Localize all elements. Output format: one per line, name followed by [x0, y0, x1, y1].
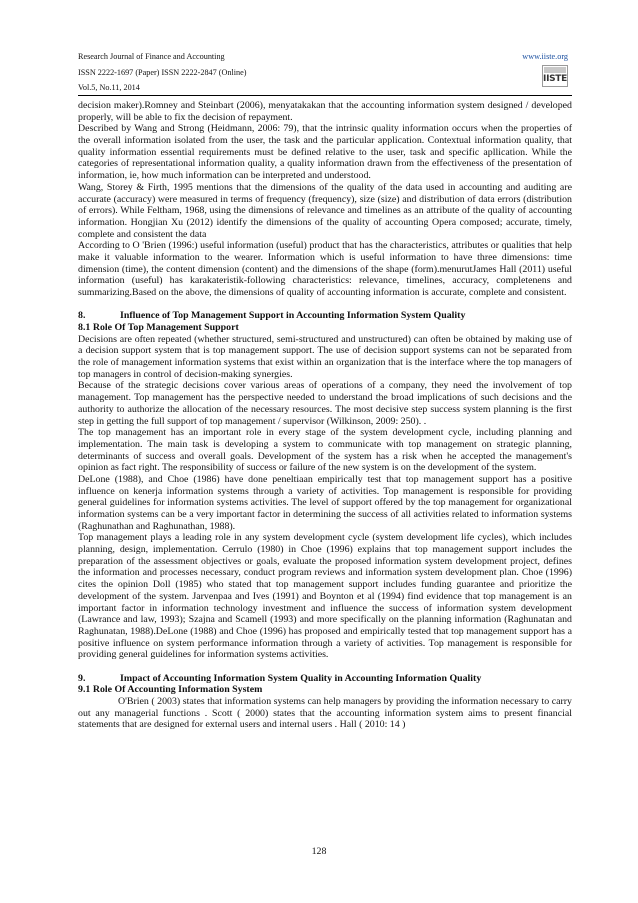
issn-line: ISSN 2222-1697 (Paper) ISSN 2222-2847 (Online): [78, 67, 247, 77]
iiste-logo: [542, 65, 568, 87]
paragraph: DeLone (1988), and Choe (1986) have done peneltiaan empirically test that top management support has a positive influence on kenerja information systems through a variety of activities. Top management is responsible for providing general guidelines for information systems activities. The level of support offered by the top management for organizational information systems can be a very important factor in determining the success of all activities related to information systems (Raghunathan and Raghunathan, 1988).: [78, 473, 572, 532]
subsection-9-1-heading: 9.1 Role Of Accounting Information System: [78, 684, 263, 696]
paragraph: According to O 'Brien (1996:) useful information (useful) product that has the characteristics, attributes or qualities that help make it valuable information to the wearer. Information which is useful information to have three dimensions: time dimension (time), the content dimension (content) and the dimensions of the shape (form).menurutJames Hall (2011) useful information (useful) has karakateristik-following characteristics: relevance, timelines, accuracy, completenens and summarizing.Based on the above, the dimensions of quality of accounting information is accurate, complete and consistent.: [78, 240, 572, 298]
spacer: [78, 661, 572, 673]
subsection-8-1-heading: 8.1 Role Of Top Management Support: [78, 322, 239, 334]
paragraph: O'Brien ( 2003) states that information systems can help managers by providing the information necessary to carry out any managerial functions . Scott ( 2000) states that the accounting information system aims to present financial statements that are designed for external users and internal users . Hall ( 2010: 14 ): [78, 696, 572, 731]
spacer: [78, 299, 572, 311]
section-title: Impact of Accounting Information System Quality in Accounting Information Quality: [120, 672, 482, 684]
section-8-heading: [78, 310, 572, 322]
article-body: [78, 100, 572, 731]
paragraph: The top management has an important role in every stage of the system development cycle, including planning and implementation. The main task is developing a system to communicate with top management on strategic planning, determinants of success and overall goals. Development of the system has a risk when he accepted the management's opinion as fact right. The responsibility of success or failure of the new system is on the development of the system.: [78, 427, 572, 474]
page-header: [78, 49, 572, 97]
header-rule: [78, 95, 572, 96]
paragraph: Wang, Storey & Firth, 1995 mentions that the dimensions of the quality of the data used in accounting and auditing are accurate (accuracy) were measured in terms of frequency (frequency), size (size) and distribution of data errors (distribution of errors). While Feltham, 1968, using the dimensions of relevance and timelines as an attribute of the quality of accounting information. Hongjian Xu (2012) identify the dimensions of the quality of accounting Opera composed; accurate, timely, complete and consistent the data: [78, 181, 572, 240]
section-9-heading: [78, 673, 572, 685]
paragraph: Top management plays a leading role in any system development cycle (system development life cycles), which includes planning, design, implementation. Cerrulo (1980) in Choe (1996) explains that top management support includes the preparation of the assessment objectives or goals, evaluate the proposed information system development project, defines the information and processes necessary, conduct program reviews and information system development plan. Choe (1996) cites the opinion Doll (1985) who stated that top management support includes funding guarantee and prioritize the development of the system. Jarvenpaa and Ives (1991) and Boynton et al (1994) find evidence that top management is an important factor in information technology investment and influence the success of information system development (Lawrance and law, 1993); Szajna and Scamell (1993) and more specifically on the planning information (Raghunatan and Raghunatan, 1988).DeLone (1988) and Choe (1996) has proposed and empirically tested that top management support has a positive influence on system performance information through a variety of activities. Top management is responsible for providing general guidelines for information systems activities.: [78, 532, 572, 661]
journal-url-link[interactable]: www.iiste.org: [522, 52, 568, 61]
logo-text: IISTE: [543, 74, 567, 84]
paragraph: Decisions are often repeated (whether structured, semi-structured and unstructured) can often be obtained by making use of a decision support system that is top management support. The use of decision support systems can not be separated from the role of management information systems that exist within an organization that is the interface where the top managers of top managers in control of decision-making synergies.: [78, 333, 572, 380]
paragraph: decision maker).Romney and Steinbart (2006), menyatakakan that the accounting information system designed / developed properly, will be able to fix the decision of repayment.: [78, 100, 572, 123]
journal-name: Research Journal of Finance and Accounting: [78, 52, 225, 61]
page-number: 128: [311, 846, 327, 857]
volume-line: Vol.5, No.11, 2014: [78, 83, 140, 92]
section-number: 8.: [78, 310, 86, 322]
section-number: 9.: [78, 672, 86, 684]
section-title: Influence of Top Management Support in Accounting Information System Quality: [120, 310, 466, 322]
paragraph: Described by Wang and Strong (Heidmann, 2006: 79), that the intrinsic quality information occurs when the properties of the overall information isolated from the user, the task and the particular application. Contextual information quality, that quality information essential requirements must be defined relative to the user, task and specific apllication. While the categories of representational information quality, a quality information drawn from the effectiveness of the presentation of information, ie, how much information can be interpreted and understood.: [78, 123, 572, 182]
paragraph: Because of the strategic decisions cover various areas of operations of a company, they need the involvement of top management. Top management has the perspective needed to understand the broad implications of such decisions and the authority to authorize the allocation of the necessary resources. The most decisive step success system planning is the first step in getting the full support of top management / supervisor (Wilkinson, 2009: 250). .: [78, 380, 572, 427]
